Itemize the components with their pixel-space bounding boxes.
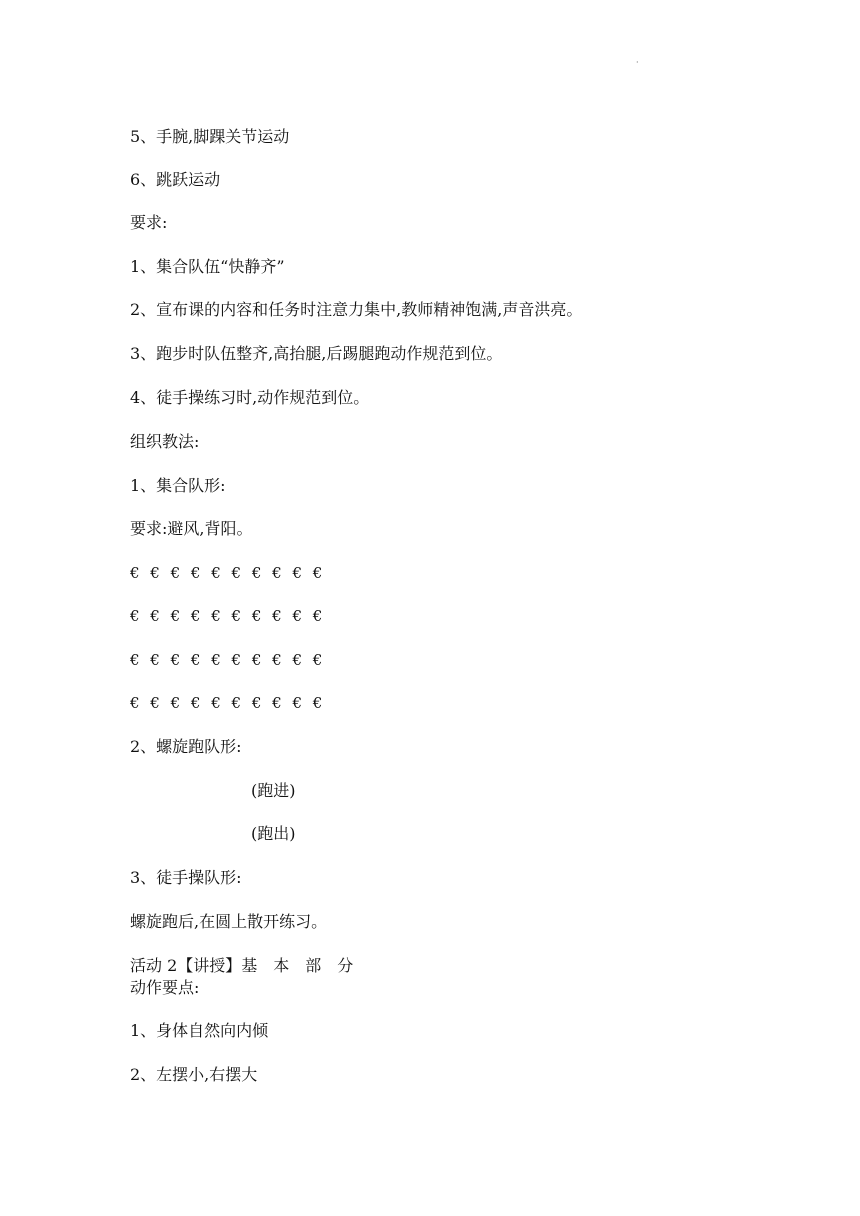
text-line: 1、集合队伍“快静齐” xyxy=(130,257,285,276)
text-line: 2、宣布课的内容和任务时注意力集中,教师精神饱满,声音洪亮。 xyxy=(130,300,583,319)
text-line: 螺旋跑后,在圆上散开练习。 xyxy=(130,912,328,931)
formation-row: € € € € € € € € € € xyxy=(130,607,326,625)
text-line: 动作要点: xyxy=(130,978,200,997)
formation-row: € € € € € € € € € € xyxy=(130,564,326,582)
formation-row: € € € € € € € € € € xyxy=(130,694,326,712)
text-line: 4、徒手操练习时,动作规范到位。 xyxy=(130,388,370,407)
text-line: 2、螺旋跑队形: xyxy=(130,737,242,756)
text-line: (跑出) xyxy=(251,824,296,843)
text-line: 组织教法: xyxy=(130,432,200,451)
text-line: 要求: xyxy=(130,213,168,232)
header-mark: · xyxy=(636,58,639,67)
text-line: 6、跳跃运动 xyxy=(130,170,221,189)
formation-row: € € € € € € € € € € xyxy=(130,651,326,669)
text-line: 3、徒手操队形: xyxy=(130,868,242,887)
section-heading: 活动 2【讲授】基 本 部 分 xyxy=(130,956,354,975)
text-line: 1、身体自然向内倾 xyxy=(130,1021,269,1040)
text-line: (跑进) xyxy=(251,781,296,800)
text-line: 要求:避风,背阳。 xyxy=(130,519,253,538)
text-line: 3、跑步时队伍整齐,高抬腿,后踢腿跑动作规范到位。 xyxy=(130,344,503,363)
text-line: 1、集合队形: xyxy=(130,476,226,495)
text-line: 5、手腕,脚踝关节运动 xyxy=(130,127,290,146)
text-line: 2、左摆小,右摆大 xyxy=(130,1065,258,1084)
